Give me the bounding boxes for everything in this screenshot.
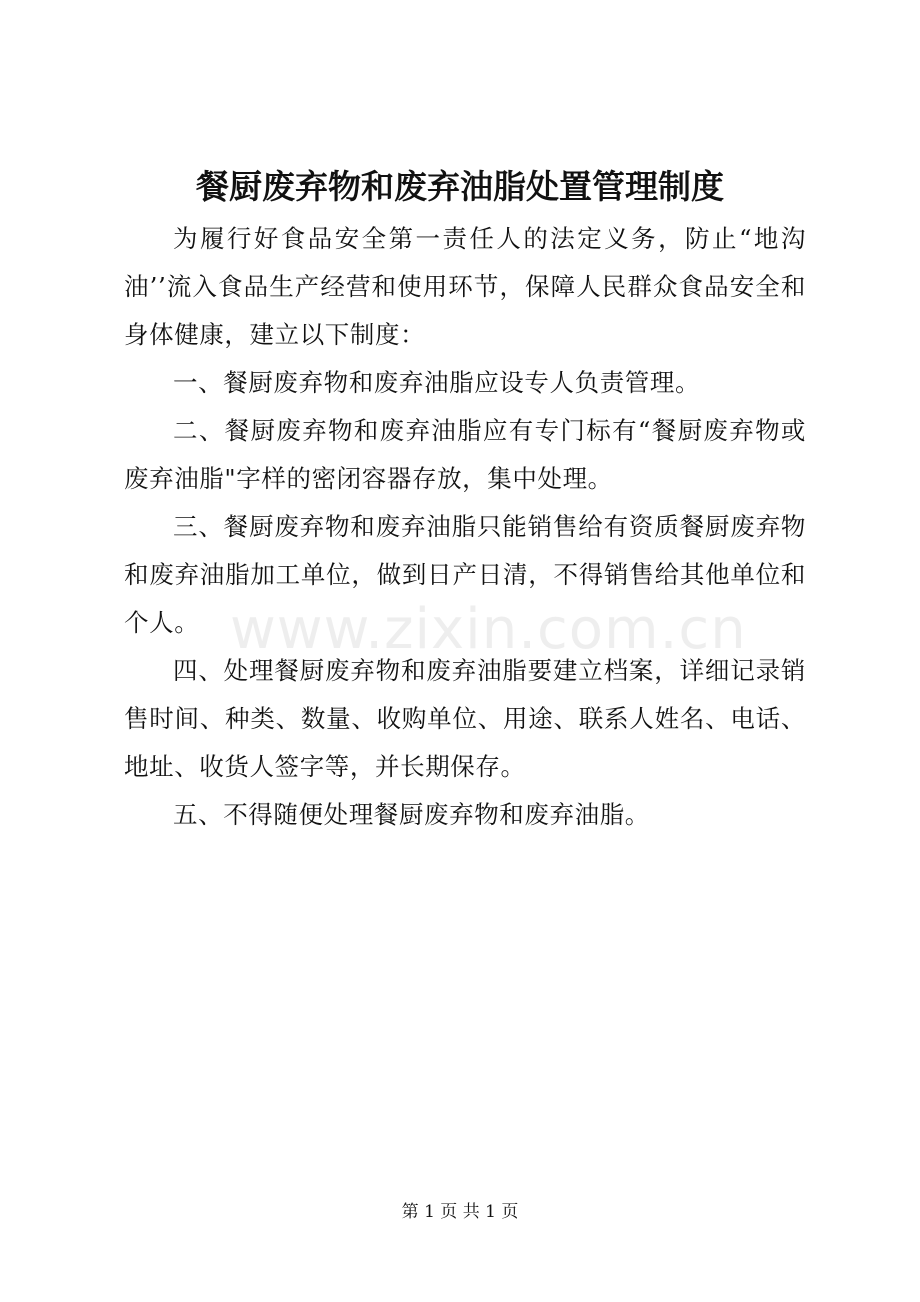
paragraph-rule-4: 四、处理餐厨废弃物和废弃油脂要建立档案，详细记录销售时间、种类、数量、收购单位、用途、联系人姓名、电话、地址、收货人签字等，并长期保存。 bbox=[124, 656, 806, 781]
watermark: www.zixin.com.cn bbox=[230, 597, 747, 662]
paragraph-rule-2: 二、餐厨废弃物和废弃油脂应有专门标有“餐厨废弃物或废弃油脂"字样的密闭容器存放，集中处理。 bbox=[124, 416, 806, 493]
document-body bbox=[124, 215, 806, 839]
paragraph-rule-1: 一、餐厨废弃物和废弃油脂应设专人负责管理。 bbox=[173, 368, 701, 397]
paragraph-intro: 为履行好食品安全第一责任人的法定义务，防止“地沟油’’流入食品生产经营和使用环节，保障人民群众食品安全和身体健康，建立以下制度： bbox=[124, 224, 806, 349]
page-footer: 第 1 页 共 1 页 bbox=[401, 1202, 519, 1222]
document-title: 餐厨废弃物和废弃油脂处置管理制度 bbox=[196, 167, 724, 206]
paragraph-rule-5: 五、不得随便处理餐厨废弃物和废弃油脂。 bbox=[173, 800, 650, 829]
paragraph-rule-3: 三、餐厨废弃物和废弃油脂只能销售给有资质餐厨废弃物和废弃油脂加工单位，做到日产日清，不得销售给其他单位和个人。 bbox=[124, 512, 806, 637]
